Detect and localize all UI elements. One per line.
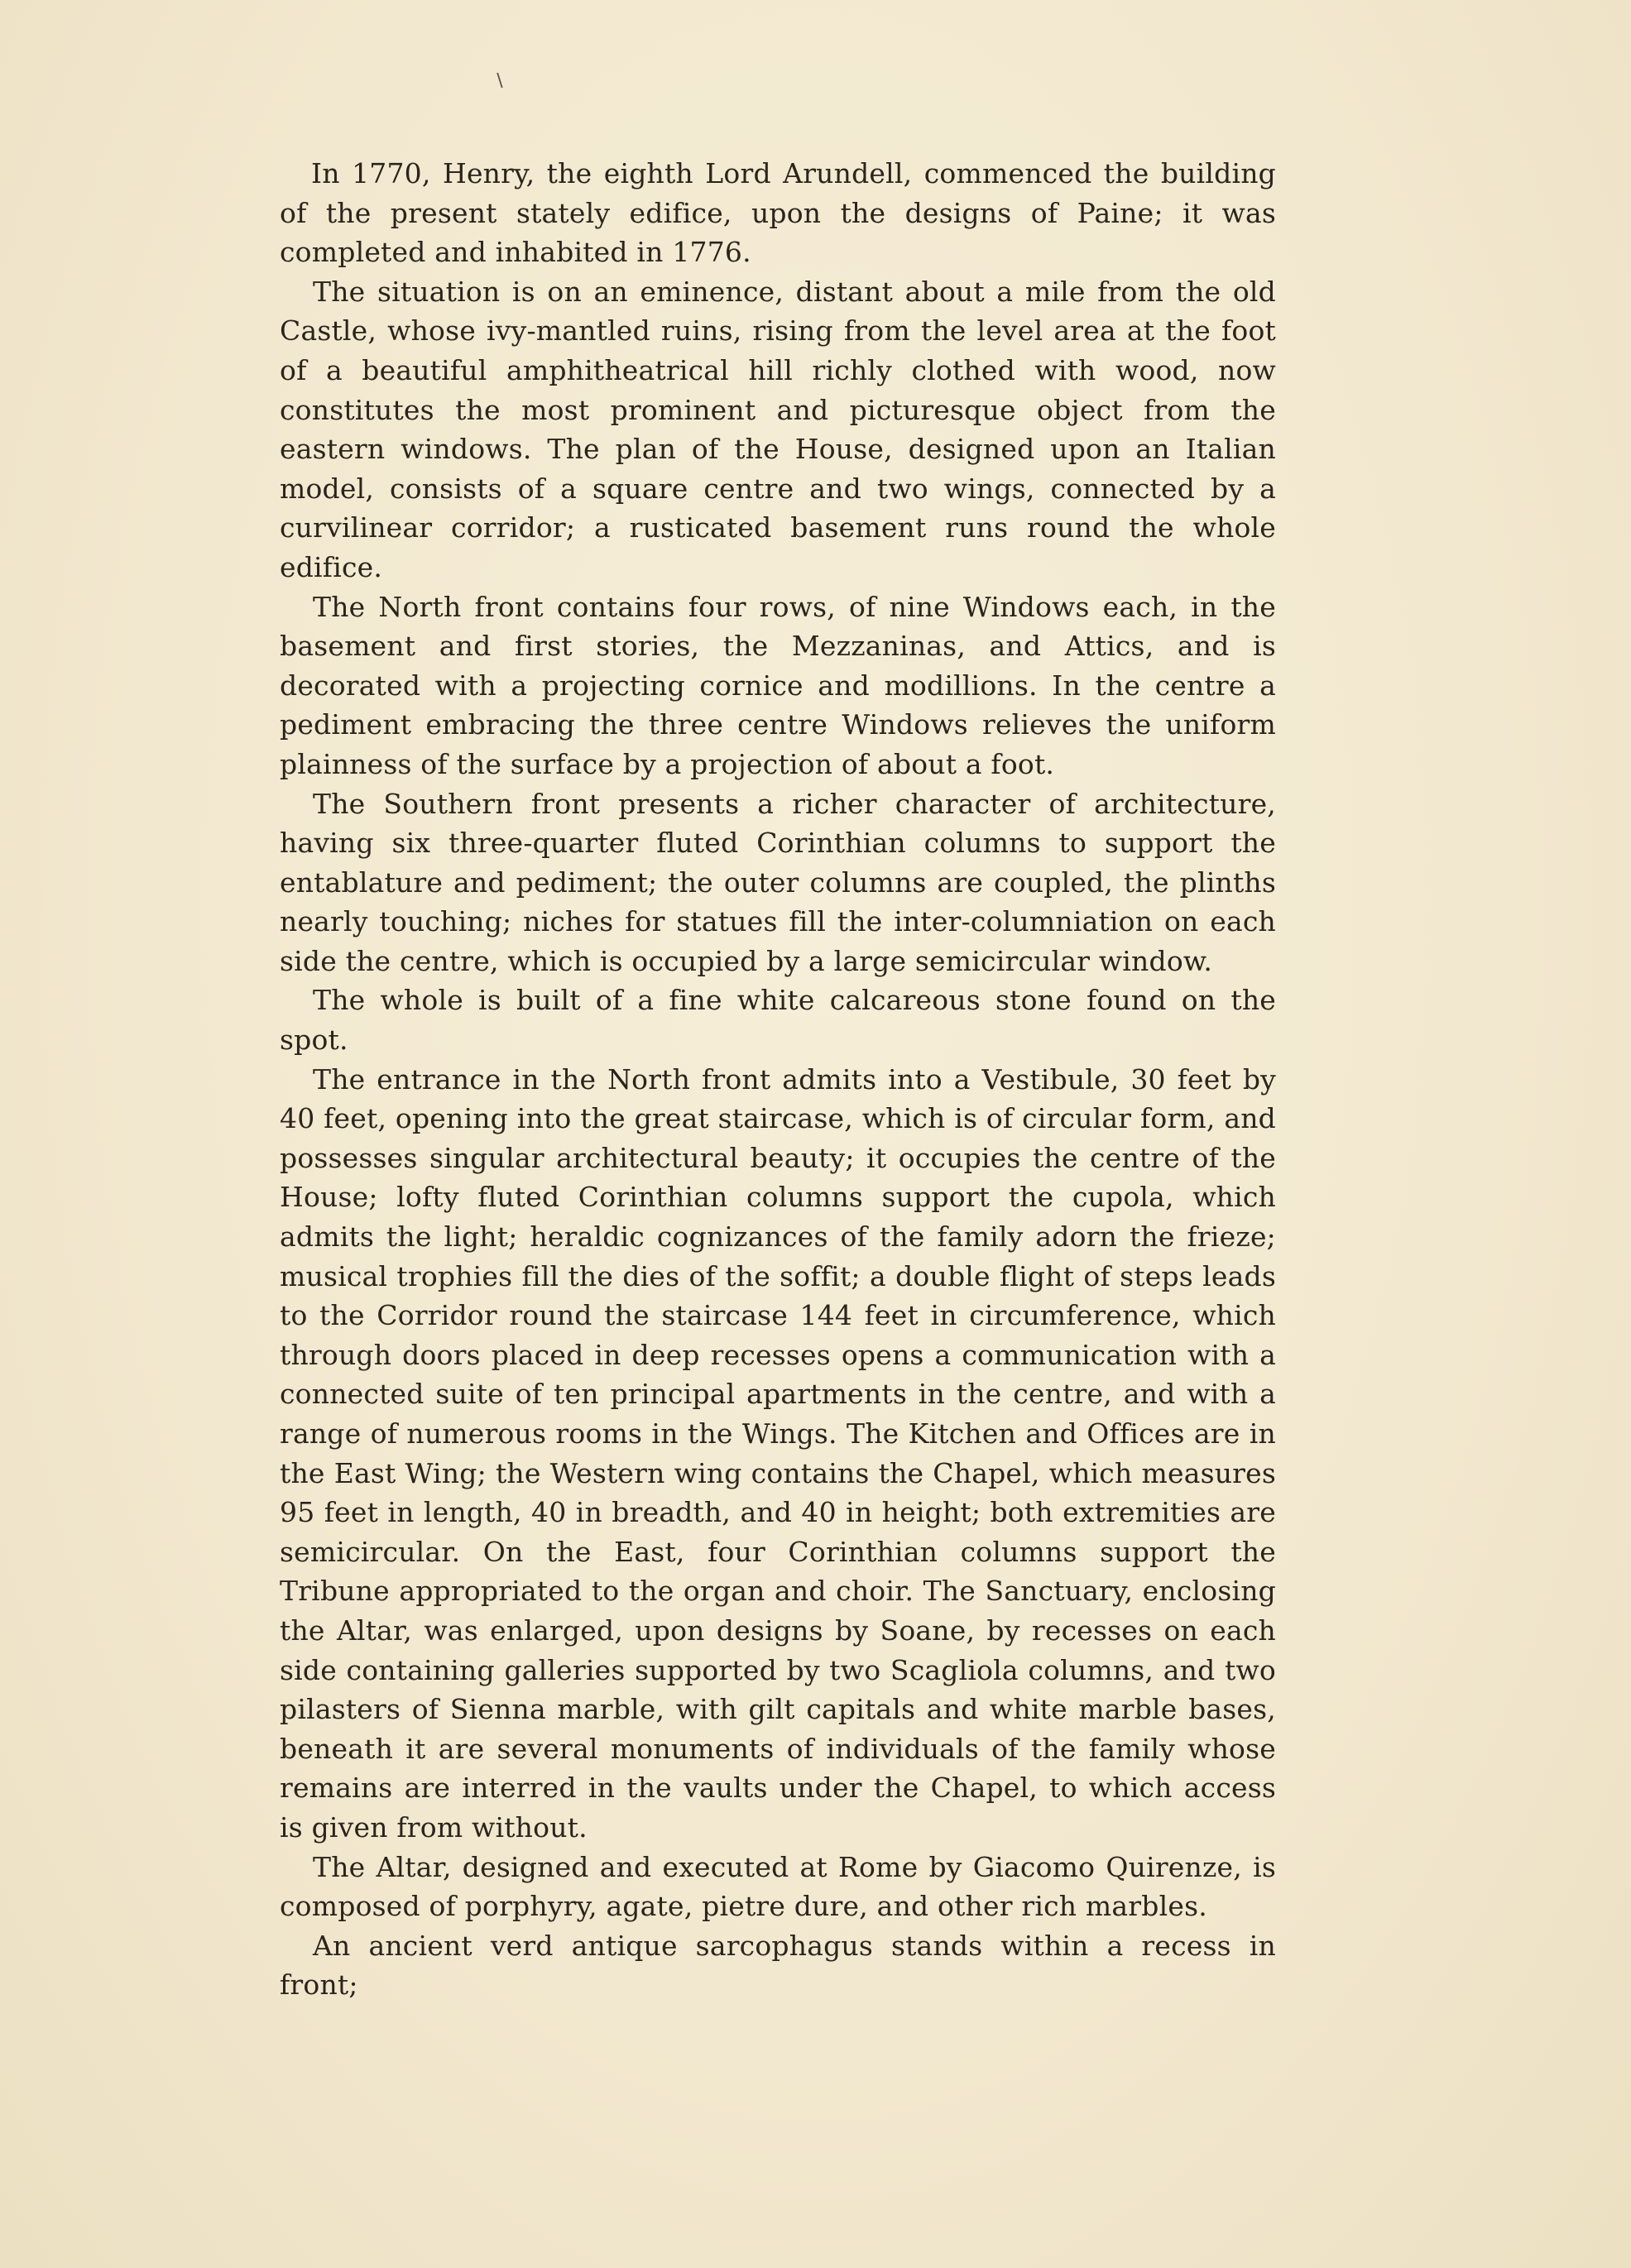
paragraph-7: The Altar, designed and executed at Rome by Giacomo Quirenze, is composed of porphyry, agate, pietre dure, and other rich marbles. [280, 1850, 1276, 1923]
paragraph-4: The Southern front presents a richer character of architecture, having six three-quarter fluted Corinthian columns to support the entablature and pediment; the outer columns are coupled, the plinths nearly touching; niches for statues fill the inter-columniation on each side the centre, which is occupied by a large semicircular window. [280, 787, 1276, 977]
paragraph-5: The whole is built of a fine white calcareous stone found on the spot. [280, 984, 1276, 1057]
stray-mark: ∖ [493, 71, 506, 92]
paragraph-1: In 1770, Henry, the eighth Lord Arundell, commenced the building of the present stately edifice, upon the designs of Paine; it was completed and inhabited in 1776. [280, 157, 1276, 269]
body-text [280, 154, 1276, 2005]
paragraph-2: The situation is on an eminence, distant about a mile from the old Castle, whose ivy-mantled ruins, rising from the level area at the foot of a beautiful amphitheatrical hill richly clothed with wood, now constitutes the most prominent and picturesque object from the eastern windows. The plan of the House, designed upon an Italian model, consists of a square centre and two wings, connected by a curvilinear corridor; a rusticated basement runs round the whole edifice. [280, 275, 1276, 583]
paragraph-3: The North front contains four rows, of nine Windows each, in the basement and first stories, the Mezzaninas, and Attics, and is decorated with a projecting cornice and modillions. In the centre a pediment embracing the three centre Windows relieves the uniform plainness of the surface by a projection of about a foot. [280, 590, 1276, 780]
paragraph-6: The entrance in the North front admits into a Vestibule, 30 feet by 40 feet, opening into the great staircase, which is of circular form, and possesses singular architectural beauty; it occupies the centre of the House; lofty fluted Corinthian columns support the cupola, which admits the light; heraldic cognizances of the family adorn the frieze; musical trophies fill the dies of the soffit; a double flight of steps leads to the Corridor round the staircase 144 feet in circumference, which through doors placed in deep recesses opens a communication with a connected suite of ten principal apartments in the centre, and with a range of numerous rooms in the Wings. The Kitchen and Offices are in the East Wing; the Western wing contains the Chapel, which measures 95 feet in length, 40 in breadth, and 40 in height; both extremities are semicircular. On the East, four Corinthian columns support the Tribune appropriated to the organ and choir. The Sanctuary, enclosing the Altar, was enlarged, upon designs by Soane, by recesses on each side containing galleries supported by two Scagliola columns, and two pilasters of Sienna marble, with gilt capitals and white marble bases, beneath it are several monuments of individuals of the family whose remains are interred in the vaults under the Chapel, to which access is given from without. [280, 1062, 1276, 1844]
paragraph-8: An ancient verd antique sarcophagus stands within a recess in front; [280, 1929, 1276, 2002]
